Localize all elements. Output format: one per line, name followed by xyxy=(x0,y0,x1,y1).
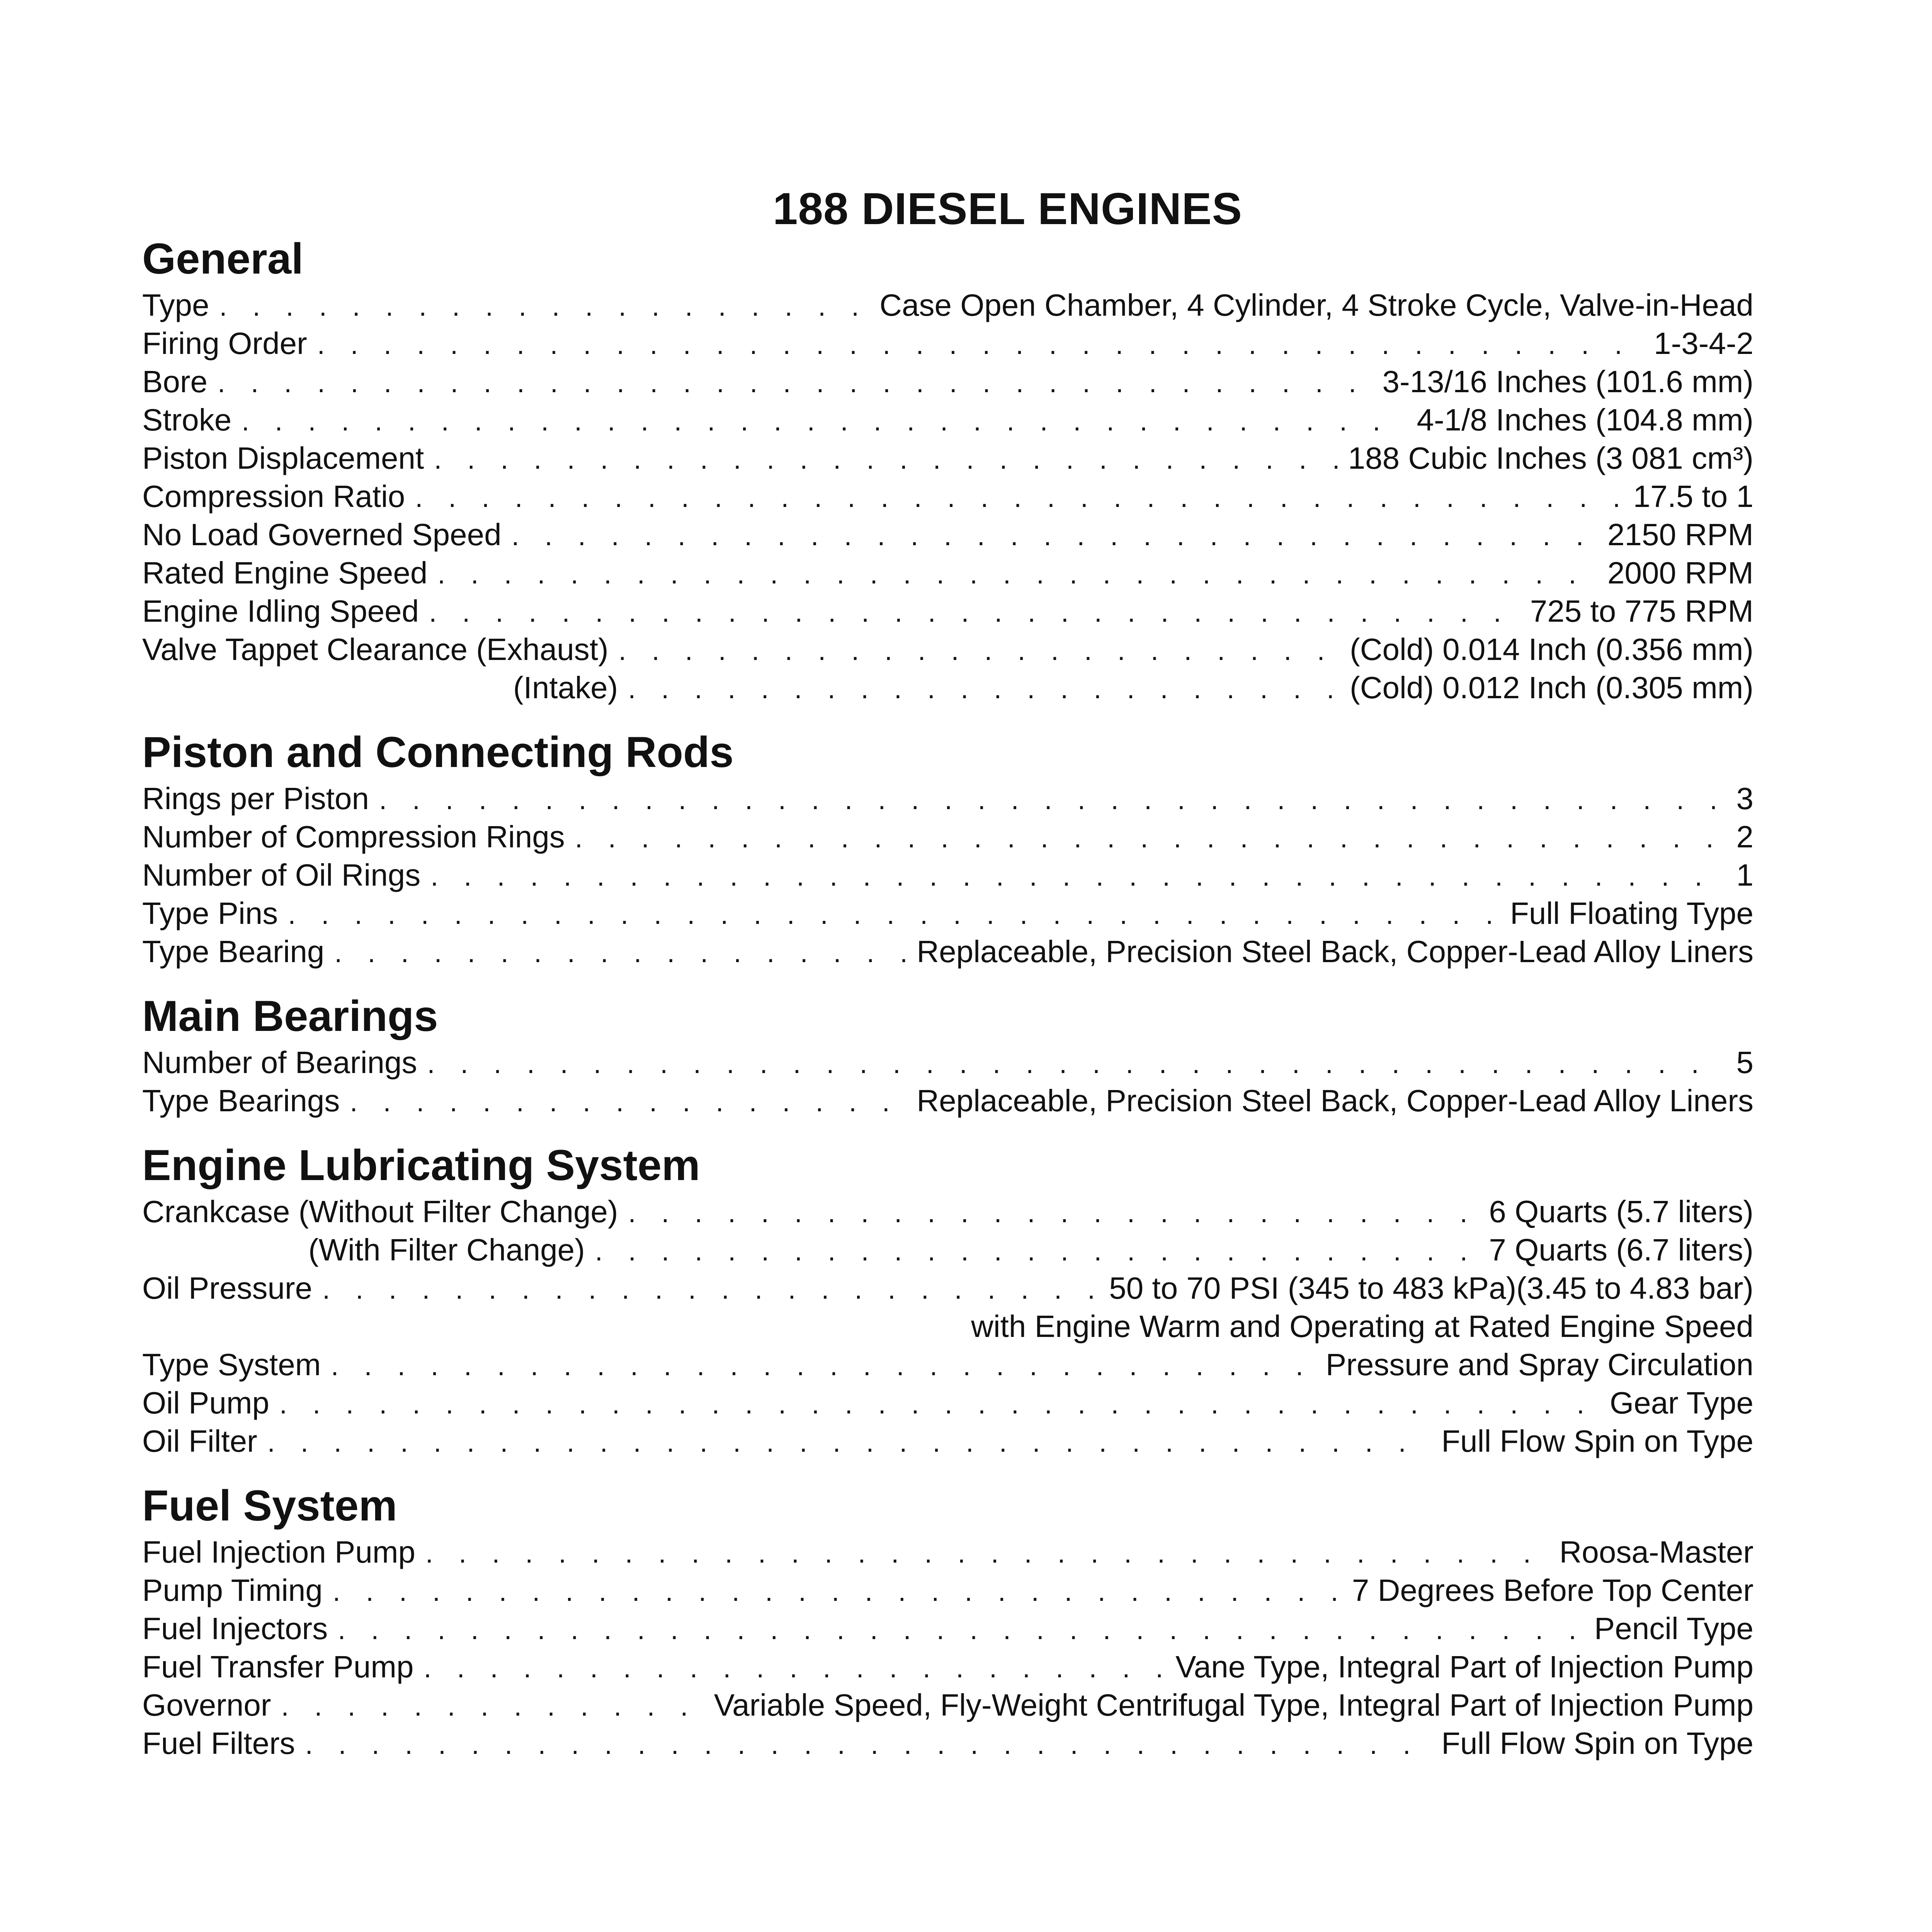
spec-row xyxy=(142,1043,1753,1082)
spec-label: Type xyxy=(142,288,209,322)
spec-row xyxy=(142,1345,1753,1384)
spec-label: (Intake) xyxy=(513,670,618,705)
spec-value: Roosa-Master xyxy=(1559,1535,1753,1569)
spec-value: 1-3-4-2 xyxy=(1654,326,1753,361)
dot-leader xyxy=(305,1726,1432,1764)
dot-leader xyxy=(331,1347,1315,1385)
spec-value: 5 xyxy=(1736,1045,1753,1080)
dot-leader xyxy=(218,364,1372,402)
section-spacer xyxy=(142,971,1753,989)
dot-leader xyxy=(281,1687,704,1726)
spec-row xyxy=(142,515,1753,554)
dot-leader xyxy=(242,402,1406,440)
spec-list xyxy=(142,286,1753,707)
dot-leader xyxy=(628,1194,1479,1232)
spec-value: 50 to 70 PSI (345 to 483 kPa)(3.45 to 4.83 bar) xyxy=(1109,1271,1753,1305)
spec-row xyxy=(142,1571,1753,1609)
spec-value: 1 xyxy=(1736,858,1753,892)
spec-label: Rated Engine Speed xyxy=(142,556,428,590)
dot-leader xyxy=(434,440,1338,479)
spec-label: No Load Governed Speed xyxy=(142,517,502,552)
dot-leader xyxy=(267,1423,1431,1462)
spec-value: 7 Quarts (6.7 liters) xyxy=(1489,1233,1753,1267)
spec-label: Bore xyxy=(142,364,207,399)
spec-value: 725 to 775 RPM xyxy=(1530,594,1753,628)
spec-label: (With Filter Change) xyxy=(308,1233,585,1267)
spec-label: Oil Pump xyxy=(142,1386,269,1420)
spec-value: Pressure and Spray Circulation xyxy=(1325,1347,1753,1382)
spec-row xyxy=(142,1082,1753,1120)
spec-row xyxy=(142,1724,1753,1762)
dot-leader xyxy=(317,326,1644,364)
dot-leader xyxy=(575,819,1726,857)
section-main-bearings xyxy=(142,989,1753,1120)
spec-label: Number of Oil Rings xyxy=(142,858,421,892)
dot-leader xyxy=(619,632,1340,670)
spec-label: Oil Filter xyxy=(142,1424,257,1458)
dot-leader xyxy=(430,857,1726,896)
dot-leader xyxy=(595,1232,1479,1270)
spec-content xyxy=(142,232,1753,1762)
spec-row xyxy=(142,1422,1753,1460)
dot-leader xyxy=(437,555,1597,594)
spec-label: Valve Tappet Clearance (Exhaust) xyxy=(142,632,609,667)
spec-row xyxy=(142,1609,1753,1648)
spec-value: 2150 RPM xyxy=(1607,517,1753,552)
spec-row xyxy=(142,286,1753,324)
spec-value: 17.5 to 1 xyxy=(1633,479,1753,514)
spec-value: 188 Cubic Inches (3 081 cm³) xyxy=(1348,441,1753,475)
spec-row xyxy=(142,1384,1753,1422)
spec-row xyxy=(142,324,1753,362)
spec-label: Type Bearings xyxy=(142,1083,340,1118)
spec-label: Fuel Injectors xyxy=(142,1611,328,1646)
dot-leader xyxy=(429,594,1520,632)
section-lubricating-system xyxy=(142,1138,1753,1460)
spec-value: 2000 RPM xyxy=(1607,556,1753,590)
dot-leader xyxy=(334,934,906,972)
dot-leader xyxy=(288,896,1500,934)
spec-label: Engine Idling Speed xyxy=(142,594,419,628)
spec-list xyxy=(142,1043,1753,1120)
section-spacer xyxy=(142,1120,1753,1138)
spec-row xyxy=(142,592,1753,630)
page-title: 188 DIESEL ENGINES xyxy=(773,184,1242,234)
dot-leader xyxy=(628,670,1340,708)
spec-value: 3 xyxy=(1736,781,1753,816)
spec-label: Rings per Piston xyxy=(142,781,369,816)
spec-list xyxy=(142,779,1753,971)
dot-leader xyxy=(333,1573,1342,1611)
spec-value: (Cold) 0.014 Inch (0.356 mm) xyxy=(1350,632,1753,667)
spec-row xyxy=(142,1192,1753,1231)
spec-value: Replaceable, Precision Steel Back, Copper-Lead Alloy Liners xyxy=(917,1083,1753,1118)
section-spacer xyxy=(142,707,1753,725)
spec-value: Vane Type, Integral Part of Injection Pump xyxy=(1175,1650,1753,1684)
spec-row xyxy=(142,894,1753,932)
spec-list xyxy=(142,1192,1753,1460)
spec-row xyxy=(142,668,1753,707)
section-piston-rods xyxy=(142,725,1753,971)
dot-leader xyxy=(425,1534,1549,1573)
section-heading: General xyxy=(142,235,304,283)
spec-row xyxy=(142,477,1753,515)
spec-label: Compression Ratio xyxy=(142,479,405,514)
spec-value: Pencil Type xyxy=(1594,1611,1753,1646)
spec-label: Type System xyxy=(142,1347,321,1382)
spec-row xyxy=(142,1533,1753,1571)
spec-value: 4-1/8 Inches (104.8 mm) xyxy=(1417,403,1753,437)
dot-leader xyxy=(350,1083,906,1121)
spec-row xyxy=(142,1648,1753,1686)
spec-value: Full Flow Spin on Type xyxy=(1441,1726,1753,1760)
spec-row xyxy=(142,1269,1753,1307)
spec-row xyxy=(142,401,1753,439)
spec-label: Crankcase (Without Filter Change) xyxy=(142,1194,618,1229)
section-heading: Main Bearings xyxy=(142,992,438,1040)
dot-leader xyxy=(427,1045,1726,1083)
spec-label: Stroke xyxy=(142,403,232,437)
spec-list xyxy=(142,1533,1753,1762)
spec-row xyxy=(142,779,1753,818)
spec-value: 6 Quarts (5.7 liters) xyxy=(1489,1194,1753,1229)
section-heading: Fuel System xyxy=(142,1481,397,1530)
dot-leader xyxy=(279,1385,1600,1423)
spec-continuation: with Engine Warm and Operating at Rated Engine Speed xyxy=(971,1309,1753,1344)
spec-value: 7 Degrees Before Top Center xyxy=(1352,1573,1753,1607)
spec-label: Pump Timing xyxy=(142,1573,323,1607)
dot-leader xyxy=(512,517,1597,555)
spec-value: Case Open Chamber, 4 Cylinder, 4 Stroke Cycle, Valve-in-Head xyxy=(879,288,1753,322)
section-spacer xyxy=(142,1460,1753,1479)
spec-label: Number of Bearings xyxy=(142,1045,417,1080)
section-heading: Piston and Connecting Rods xyxy=(142,728,734,776)
spec-value: Full Floating Type xyxy=(1510,896,1753,930)
spec-row xyxy=(142,1231,1753,1269)
spec-row xyxy=(142,362,1753,401)
spec-label: Fuel Filters xyxy=(142,1726,295,1760)
spec-row xyxy=(142,1686,1753,1724)
dot-leader xyxy=(424,1649,1166,1687)
section-general xyxy=(142,232,1753,707)
spec-value: 2 xyxy=(1736,820,1753,854)
spec-label: Type Bearing xyxy=(142,934,325,969)
spec-value: Full Flow Spin on Type xyxy=(1441,1424,1753,1458)
spec-value: Replaceable, Precision Steel Back, Copper-Lead Alloy Liners xyxy=(917,934,1753,969)
spec-label: Type Pins xyxy=(142,896,278,930)
dot-leader xyxy=(219,287,869,326)
spec-value: Variable Speed, Fly-Weight Centrifugal Type, Integral Part of Injection Pump xyxy=(714,1688,1753,1722)
spec-label: Fuel Injection Pump xyxy=(142,1535,416,1569)
spec-row xyxy=(142,932,1753,971)
spec-row xyxy=(142,630,1753,668)
section-heading: Engine Lubricating System xyxy=(142,1141,700,1189)
spec-value: 3-13/16 Inches (101.6 mm) xyxy=(1382,364,1753,399)
spec-label: Governor xyxy=(142,1688,271,1722)
spec-label: Number of Compression Rings xyxy=(142,820,565,854)
spec-row xyxy=(142,554,1753,592)
dot-leader xyxy=(415,479,1623,517)
dot-leader xyxy=(338,1611,1584,1649)
spec-row xyxy=(142,856,1753,894)
dot-leader xyxy=(379,781,1726,819)
spec-row xyxy=(142,818,1753,856)
section-fuel-system xyxy=(142,1479,1753,1762)
spec-row xyxy=(142,439,1753,477)
spec-label: Firing Order xyxy=(142,326,307,361)
spec-label: Fuel Transfer Pump xyxy=(142,1650,414,1684)
spec-value: Gear Type xyxy=(1609,1386,1753,1420)
spec-label: Oil Pressure xyxy=(142,1271,313,1305)
spec-value: (Cold) 0.012 Inch (0.305 mm) xyxy=(1350,670,1753,705)
spec-label: Piston Displacement xyxy=(142,441,424,475)
dot-leader xyxy=(322,1270,1099,1309)
